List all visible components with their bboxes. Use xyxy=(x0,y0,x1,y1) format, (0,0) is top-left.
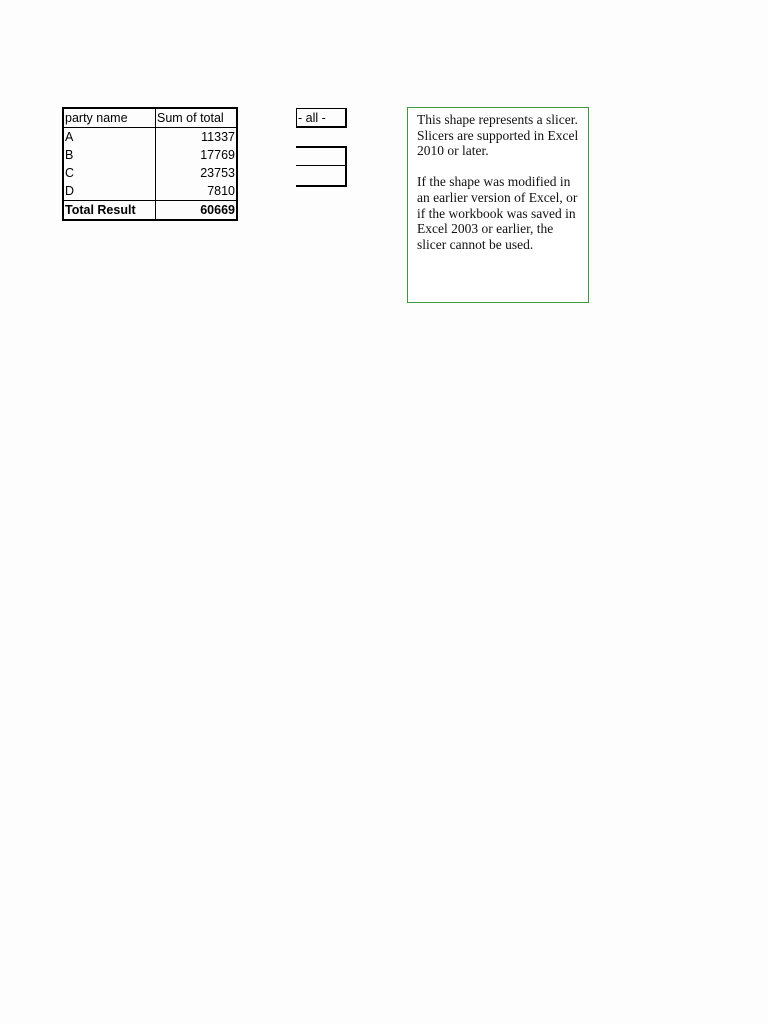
row-value[interactable]: 17769 xyxy=(200,147,235,162)
filter-all-cell[interactable]: - all - xyxy=(296,108,347,128)
table-row xyxy=(63,164,237,182)
filter-empty-cell[interactable] xyxy=(296,146,347,166)
slicer-note-paragraph-1: This shape represents a slicer. Slicers are supported in Excel 2010 or later. xyxy=(417,112,579,159)
header-party-name[interactable]: party name xyxy=(63,108,156,128)
table-row xyxy=(63,128,237,147)
header-sum-of-total[interactable]: Sum of total xyxy=(156,108,238,128)
slicer-note-paragraph-2: If the shape was modified in an earlier version of Excel, or if the workbook was saved in Excel 2003 or earlier, the slicer cannot be used. xyxy=(417,174,578,252)
table-row xyxy=(63,182,237,201)
table-row xyxy=(63,146,237,164)
row-value[interactable]: 23753 xyxy=(200,165,235,180)
total-row xyxy=(63,201,237,221)
row-label[interactable]: A xyxy=(63,128,156,147)
row-value[interactable]: 11337 xyxy=(201,129,235,144)
total-value[interactable]: 60669 xyxy=(156,201,238,221)
row-value[interactable]: 7810 xyxy=(207,183,235,198)
row-label[interactable]: D xyxy=(63,182,156,201)
row-label[interactable]: B xyxy=(63,146,156,164)
pivot-header-row xyxy=(63,108,237,128)
slicer-placeholder-shape[interactable] xyxy=(407,107,589,303)
total-label[interactable]: Total Result xyxy=(63,201,156,221)
row-label[interactable]: C xyxy=(63,164,156,182)
filter-empty-cell[interactable] xyxy=(296,166,347,187)
pivot-table xyxy=(62,107,238,221)
